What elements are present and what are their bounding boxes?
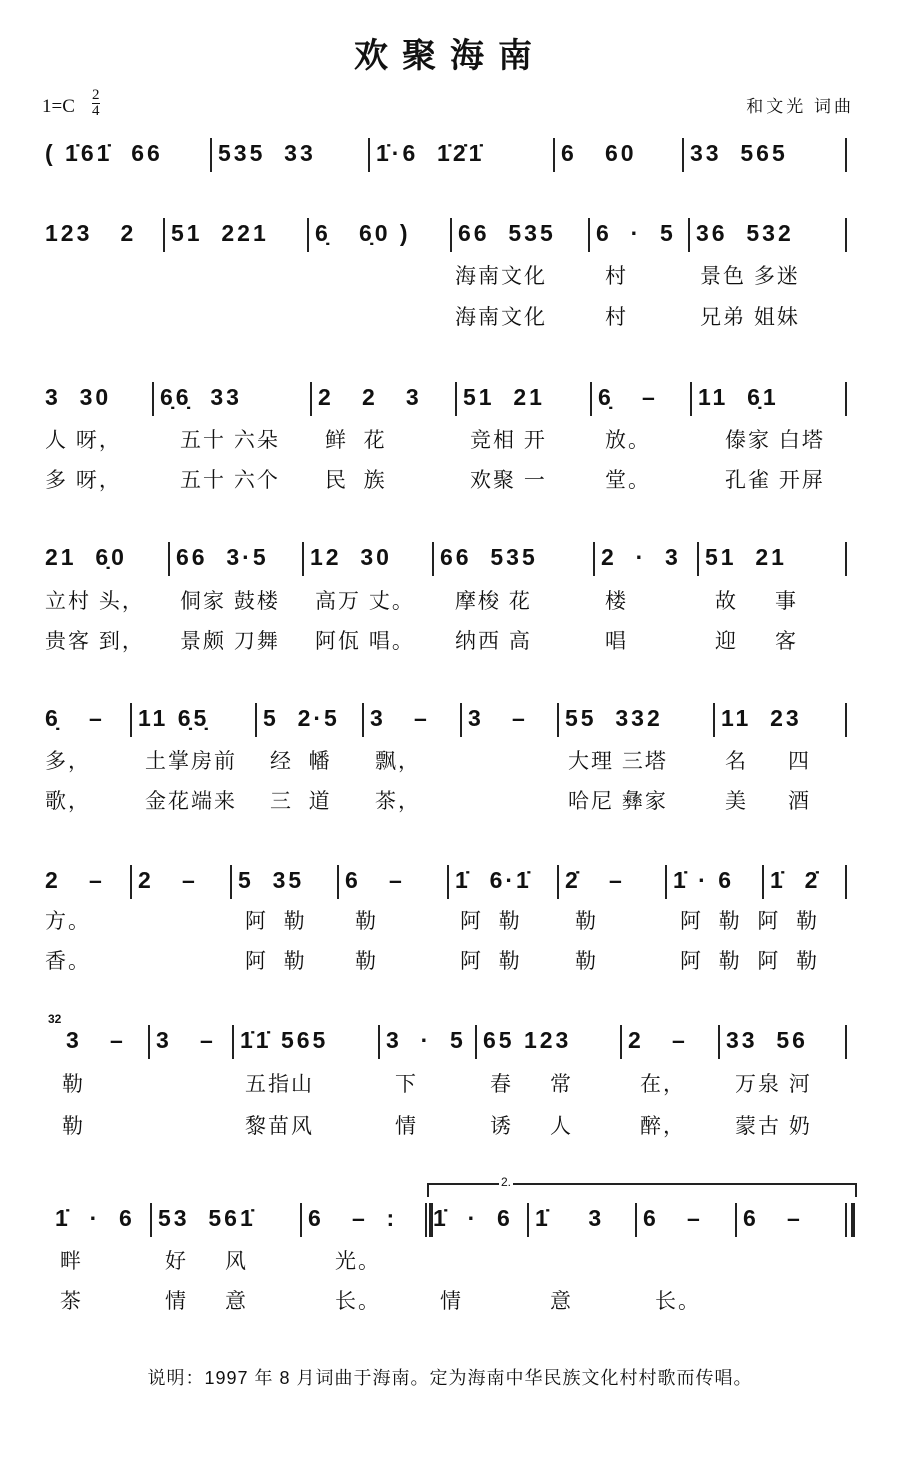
measure: 1̇ · 6 [433,1205,513,1231]
barline [845,138,847,172]
barline [845,865,847,899]
lyric-verse2: 勒 [355,950,378,973]
barline [150,1203,152,1237]
measure: 1̇ · 6 [55,1205,135,1231]
measure: 33 56 [726,1027,808,1053]
barline [845,542,847,576]
footnote: 说明：1997 年 8 月词曲于海南。定为海南中华民族文化村村歌而传唱。 [147,1368,753,1388]
lyric-verse1: 勒 [575,910,598,933]
measure: 1̇ 2̇ [770,867,821,893]
barline [718,1025,720,1059]
lyric-verse1: 立村 头， [45,590,145,613]
lyric-verse2: 唱 [605,630,628,653]
lyric-verse2: 美 [725,790,748,813]
volta-label: 2. [501,1175,512,1189]
lyric-verse2: 多 呀， [45,469,122,492]
lyric-verse1: 风 [225,1250,248,1273]
barline [688,218,690,252]
barline [230,865,232,899]
barline [762,865,764,899]
barline [665,865,667,899]
measure: 6̣6̣ 33 [160,384,242,410]
lyric-verse1: 光。 [335,1250,381,1273]
measure: 6 – : [308,1205,398,1231]
composer-credit: 和文光 词曲 [746,97,854,116]
time-signature-bottom: 4 [92,103,100,119]
measure: 2 – [45,867,105,893]
lyric-verse1: 五指山 [245,1073,314,1096]
barline [455,382,457,416]
lyric-verse2: 金花端来 [145,790,237,813]
measure: 55 332 [565,705,663,731]
measure: 1̇·6 1̇2̇1̇ [376,140,485,166]
lyric-verse2: 堂。 [605,469,651,492]
lyric-verse2: 阿 勒 [460,950,522,973]
lyric-verse2: 人 [550,1115,573,1138]
measure: 21 6̣0 [45,544,127,570]
barline [310,382,312,416]
measure: 51 21 [705,544,787,570]
lyric-verse2: 孔雀 开屏 [725,469,825,492]
barline [620,1025,622,1059]
measure: 3 – [370,705,430,731]
measure: 5 2·5 [263,705,340,731]
lyric-verse2: 诱 [490,1115,513,1138]
barline [527,1203,529,1237]
lyric-verse1: 四 [788,750,811,773]
barline [475,1025,477,1059]
lyric-verse1: 大理 三塔 [568,750,668,773]
barline [337,865,339,899]
time-signature [92,88,100,119]
lyric-verse1: 景色 多迷 [700,265,800,288]
barline [130,865,132,899]
measure: 2 · 3 [601,544,681,570]
lyric-verse1: 摩梭 花 [455,590,532,613]
lyric-verse2: 茶 [60,1290,83,1313]
lyric-verse1: 勒 [62,1073,85,1096]
measure: 6̣ 6̣0 ) [315,220,411,246]
barline [735,1203,737,1237]
key-signature: 1=C [42,96,75,117]
measure: 6 · 5 [596,220,676,246]
measure: 3 – [468,705,528,731]
barline [557,865,559,899]
lyric-verse1: 名 [725,750,748,773]
barline [168,542,170,576]
lyric-verse2: 阿 勒 阿 勒 [680,950,820,973]
measure: 123 2 [45,220,137,246]
lyric-verse2: 茶， [375,790,421,813]
measure: 3 – [66,1027,126,1053]
lyric-verse2: 勒 [62,1115,85,1138]
barline [447,865,449,899]
lyric-verse2: 阿佤 唱。 [315,630,415,653]
measure: 3 30 [45,384,112,410]
lyric-verse1: 春 [490,1073,513,1096]
measure: 65 123 [483,1027,572,1053]
lyric-verse2: 三 道 [270,790,332,813]
lyric-verse1: 多， [45,750,91,773]
lyric-verse2: 客 [775,630,798,653]
lyric-verse1: 土掌房前 [145,750,237,773]
barline [232,1025,234,1059]
lyric-verse1: 畔 [60,1250,83,1273]
lyric-verse2: 情 [440,1290,463,1313]
barline [690,382,692,416]
lyric-verse2: 酒 [788,790,811,813]
barline [845,382,847,416]
lyric-verse2: 景颇 刀舞 [180,630,280,653]
measure: 1̇ · 6 [673,867,735,893]
lyric-verse1: 放。 [605,429,651,452]
measure: 2 2 3 [318,384,422,410]
barline [378,1025,380,1059]
lyric-verse1: 飘， [375,750,421,773]
lyric-verse1: 阿 勒 [460,910,522,933]
measure: 2 – [138,867,198,893]
barline [425,1203,427,1237]
measure: 11 6̣1 [698,384,779,410]
measure: 66 535 [458,220,556,246]
measure: 5 35 [238,867,305,893]
lyric-verse2: 迎 [715,630,738,653]
measure: 66 3·5 [176,544,269,570]
barline [362,703,364,737]
lyric-verse2: 贵客 到， [45,630,145,653]
lyric-verse1: 阿 勒 阿 勒 [680,910,820,933]
barline [682,138,684,172]
barline [845,1025,847,1059]
measure: 12 30 [310,544,392,570]
measure: 11 23 [721,705,802,731]
lyric-verse1: 五十 六朵 [180,429,280,452]
lyric-verse1: 在， [640,1073,686,1096]
grace-note: 32 [48,1012,62,1026]
measure: 6̣ – [598,384,658,410]
repeat-barline [429,1203,433,1237]
barline [590,382,592,416]
measure: 11 6̣5̣ [138,705,210,731]
lyric-verse2: 欢聚 一 [470,469,547,492]
measure: ( 1̇61̇ 66 [45,140,163,166]
barline [163,218,165,252]
lyric-verse2: 蒙古 奶 [735,1115,812,1138]
barline [553,138,555,172]
lyric-verse2: 海南文化 [455,306,547,329]
second-ending-bracket [427,1175,857,1197]
barline [845,1203,847,1237]
lyric-verse1: 人 呀， [45,429,122,452]
measure: 51 21 [463,384,545,410]
measure: 1̇ 6·1̇ [455,867,532,893]
barline [845,218,847,252]
lyric-verse2: 勒 [575,950,598,973]
measure: 1̇ 3 [535,1205,605,1231]
lyric-verse1: 楼 [605,590,628,613]
barline [432,542,434,576]
lyric-verse2: 兄弟 姐妹 [700,306,800,329]
lyric-verse2: 阿 勒 [245,950,307,973]
lyric-verse2: 情 [165,1290,188,1313]
lyric-verse2: 意 [550,1290,573,1313]
measure: 2 – [628,1027,688,1053]
barline [557,703,559,737]
lyric-verse2: 黎苗风 [245,1115,314,1138]
measure: 6 – [643,1205,703,1231]
song-title: 欢聚海南 [354,36,546,76]
lyric-verse1: 海南文化 [455,265,547,288]
barline [588,218,590,252]
barline [307,218,309,252]
measure: 36 532 [696,220,794,246]
lyric-verse2: 歌， [45,790,91,813]
lyric-verse1: 常 [550,1073,573,1096]
measure: 3 · 5 [386,1027,466,1053]
lyric-verse1: 万泉 河 [735,1073,812,1096]
barline [845,703,847,737]
lyric-verse2: 哈尼 彝家 [568,790,668,813]
measure: 53 561̇ [158,1205,256,1231]
lyric-verse1: 勒 [355,910,378,933]
lyric-verse1: 竞相 开 [470,429,547,452]
lyric-verse1: 村 [605,265,628,288]
lyric-verse1: 鲜 花 [325,429,387,452]
barline [210,138,212,172]
measure: 2̇ – [565,867,625,893]
lyric-verse2: 醉， [640,1115,686,1138]
measure: 6 – [345,867,405,893]
barline [152,382,154,416]
lyric-verse2: 长。 [655,1290,701,1313]
lyric-verse1: 经 幡 [270,750,332,773]
barline [697,542,699,576]
lyric-verse1: 傣家 白塔 [725,429,825,452]
lyric-verse2: 香。 [45,950,91,973]
lyric-verse1: 方。 [45,910,91,933]
barline [130,703,132,737]
measure: 6 – [743,1205,803,1231]
measure: 535 33 [218,140,316,166]
final-barline [851,1203,855,1237]
lyric-verse2: 长。 [335,1290,381,1313]
lyric-verse1: 故 [715,590,738,613]
measure: 51 221 [171,220,269,246]
barline [302,542,304,576]
lyric-verse2: 民 族 [325,469,387,492]
barline [300,1203,302,1237]
barline [368,138,370,172]
measure: 1̇1̇ 565 [240,1027,329,1053]
measure: 6 60 [561,140,637,166]
lyric-verse1: 好 [165,1250,188,1273]
barline [255,703,257,737]
measure: 66 535 [440,544,538,570]
lyric-verse1: 下 [395,1073,418,1096]
barline [593,542,595,576]
barline [713,703,715,737]
lyric-verse2: 五十 六个 [180,469,280,492]
time-signature-top: 2 [92,87,100,103]
lyric-verse1: 侗家 鼓楼 [180,590,280,613]
lyric-verse1: 阿 勒 [245,910,307,933]
measure: 6̣ – [45,705,105,731]
measure: 33 565 [690,140,788,166]
lyric-verse2: 村 [605,306,628,329]
lyric-verse1: 高万 丈。 [315,590,415,613]
barline [450,218,452,252]
lyric-verse2: 意 [225,1290,248,1313]
barline [635,1203,637,1237]
barline [148,1025,150,1059]
lyric-verse2: 纳西 高 [455,630,532,653]
lyric-verse1: 事 [775,590,798,613]
measure: 3 – [156,1027,216,1053]
lyric-verse2: 情 [395,1115,418,1138]
barline [460,703,462,737]
